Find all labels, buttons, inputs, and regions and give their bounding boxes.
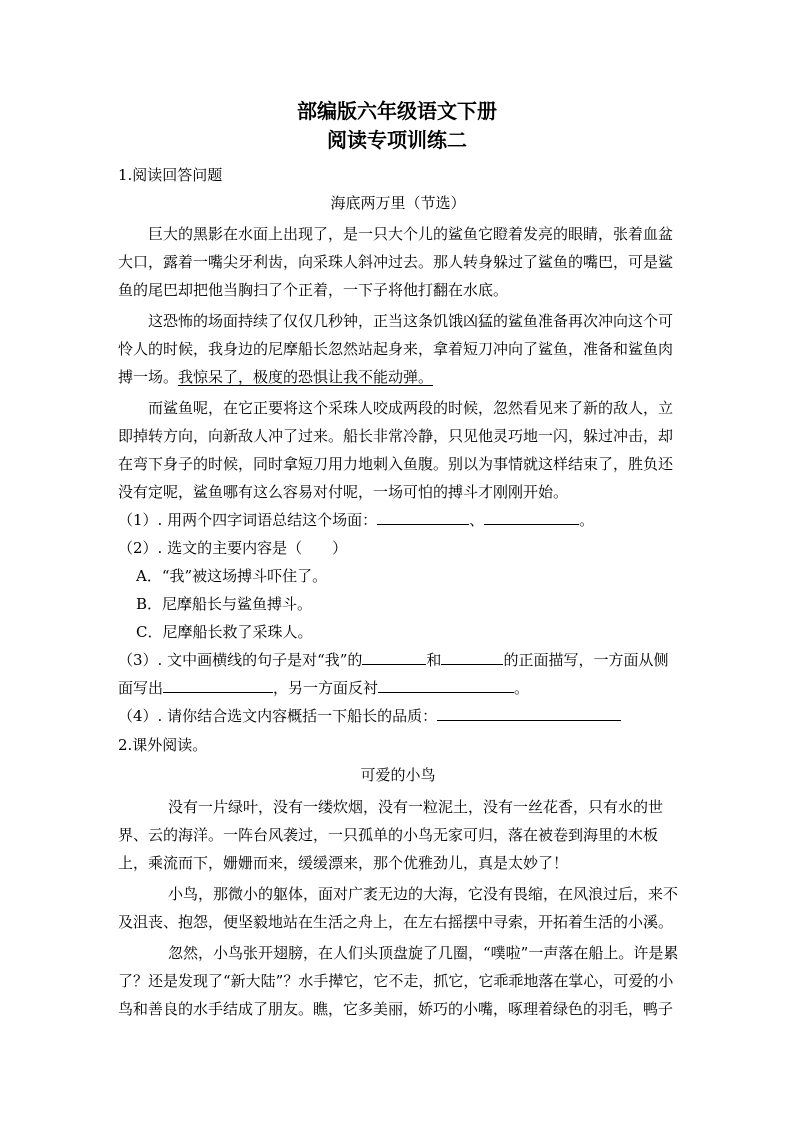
passage2-line: 界、云的海洋。一阵台风袭过，一只孤单的小鸟无家可归，落在被卷到海里的木板 (118, 826, 659, 844)
passage1-text: 搏一场。 (118, 368, 179, 386)
option-a[interactable]: A．“我”被这场搏斗吓住了。 (136, 567, 328, 585)
question-3-text: 。 (514, 679, 530, 697)
passage1-line-with-underline (118, 367, 678, 387)
section1-heading: 1.阅读回答问题 (118, 166, 223, 184)
answer-blank[interactable] (441, 650, 503, 665)
passage1-line: 这恐怖的场面持续了仅仅几秒钟，正当这条饥饿凶猛的鲨鱼准备再次冲向这个可 (148, 312, 674, 330)
question-1-separator: 、 (469, 511, 485, 529)
passage1-line: 巨大的黑影在水面上出现了，是一只大个儿的鲨鱼它瞪着发亮的眼睛，张着血盆 (148, 225, 674, 243)
document-subtitle: 阅读专项训练二 (327, 128, 467, 152)
document-title: 部编版六年级语文下册 (297, 99, 497, 123)
passage1-line: 即掉转方向，向新敌人冲了过来。船长非常冷静，只见他灵巧地一闪，躲过冲击，却 (118, 427, 674, 445)
question-2: （2）. 选文的主要内容是（ ） (118, 539, 348, 557)
option-c[interactable]: C．尼摩船长救了采珠人。 (136, 623, 313, 641)
passage1-line: 在弯下身子的时候，同时拿短刀用力地刺入鱼腹。别以为事情就这样结束了，胜负还 (118, 455, 674, 473)
passage1-line: 没有定呢，鲨鱼哪有这么容易对付呢，一场可怕的搏斗才刚刚开始。 (118, 483, 569, 501)
passage1-line: 鱼的尾巴却把他当胸扫了个正着，一下子将他打翻在水底。 (118, 281, 509, 299)
passage1-line: 而鲨鱼呢，在它正要将这个采珠人咬成两段的时候，忽然看见来了新的敌人，立 (148, 399, 674, 417)
underlined-sentence: 我惊呆了，极度的恐惧让我不能动弹。 (178, 368, 434, 386)
option-b[interactable]: B．尼摩船长与鲨鱼搏斗。 (136, 595, 313, 613)
question-3-text: 和 (426, 651, 442, 669)
question-3-text: （3）. 文中画横线的句子是对“我”的 (118, 651, 363, 669)
answer-blank[interactable] (362, 650, 426, 665)
question-3-text: 面写出 (118, 679, 164, 697)
question-4-text: （4）. 请你结合选文内容概括一下船长的品质： (118, 707, 438, 725)
question-1 (118, 510, 678, 530)
passage2-line: 小鸟，那微小的躯体，面对广袤无边的大海，它没有畏缩，在风浪过后，来不 (168, 885, 679, 903)
passage2-line: 鸟和善良的水手结成了朋友。瞧，它多美丽，娇巧的小嘴，啄理着绿色的羽毛，鸭子 (118, 1000, 674, 1018)
question-4 (118, 706, 678, 726)
passage2-title: 可爱的小鸟 (360, 766, 436, 784)
passage2-line: 上，乘流而下，姗姗而来，缓缓漂来，那个优雅劲儿，真是太妙了！ (118, 854, 569, 872)
answer-blank[interactable] (377, 510, 469, 525)
question-1-end: 。 (579, 511, 595, 529)
passage2-line: 及沮丧、抱怨，便坚毅地站在生活之舟上，在左右摇摆中寻索，开拓着生活的小溪。 (118, 913, 674, 931)
answer-blank[interactable] (437, 706, 621, 721)
passage2-line: 没有一片绿叶，没有一缕炊烟，没有一粒泥土，没有一丝花香，只有水的世 (168, 798, 664, 816)
passage1-line: 大口，露着一嘴尖牙利齿，向采珠人斜冲过去。那人转身躲过了鲨鱼的嘴巴，可是鲨 (118, 253, 674, 271)
question-1-text: （1）. 用两个四字词语总结这个场面： (118, 511, 378, 529)
question-3 (118, 650, 678, 670)
passage1-title: 海底两万里（节选） (330, 194, 466, 212)
question-3-text: 的正面描写，一方面从侧 (503, 651, 669, 669)
question-3-continued (118, 678, 678, 698)
section2-heading: 2.课外阅读。 (118, 736, 208, 754)
question-3-text: ，另一方面反衬 (273, 679, 379, 697)
passage2-line: 了？还是发现了“新大陆”？水手撵它，它不走，抓它，它乖乖地落在掌心，可爱的小 (118, 972, 674, 990)
answer-blank[interactable] (484, 510, 579, 525)
passage2-line: 忽然，小鸟张开翅膀，在人们头顶盘旋了几圈，“噗啦”一声落在船上。许是累 (168, 944, 679, 962)
passage1-line: 怜人的时候，我身边的尼摩船长忽然站起身来，拿着短刀冲向了鲨鱼，准备和鲨鱼肉 (118, 340, 674, 358)
answer-blank[interactable] (378, 678, 514, 693)
answer-blank[interactable] (163, 678, 273, 693)
